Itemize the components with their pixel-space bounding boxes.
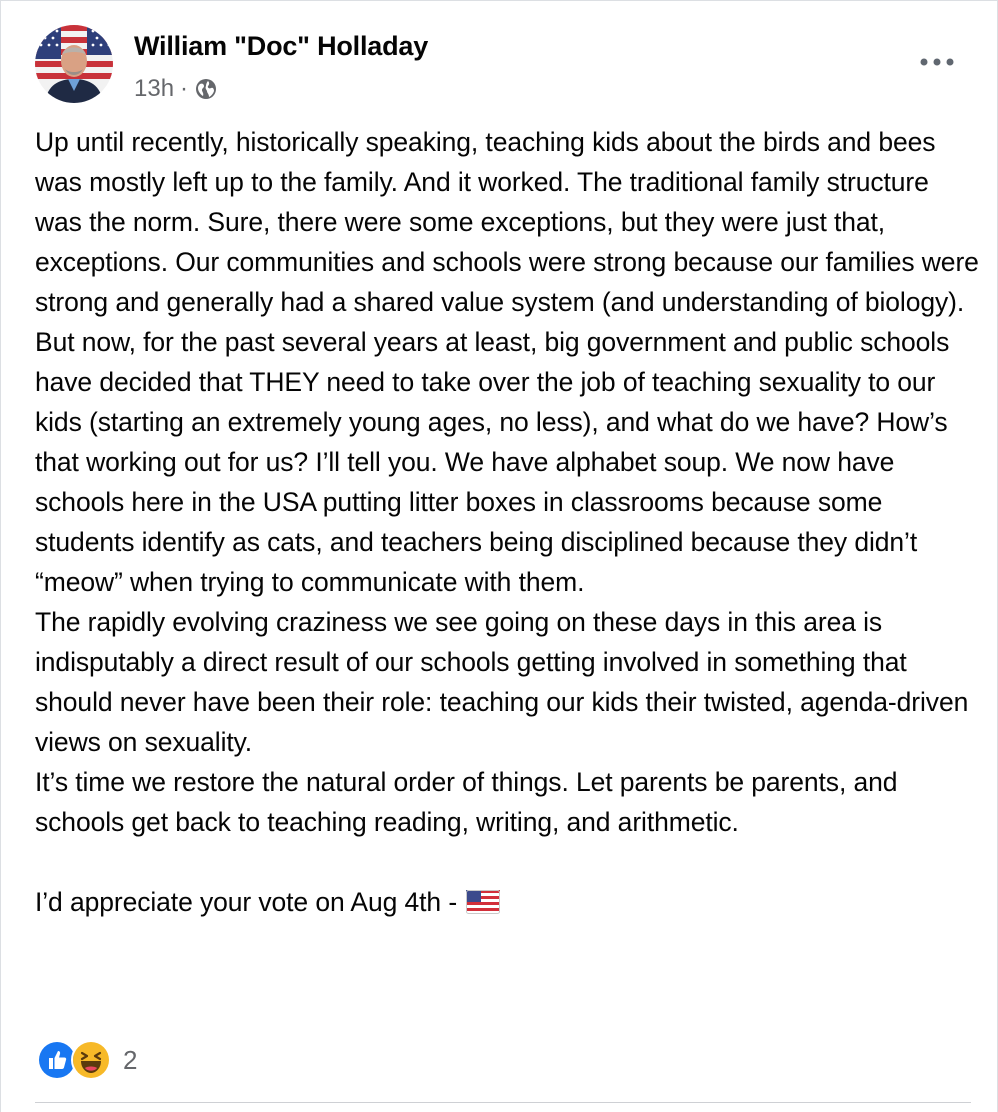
post-header (35, 25, 965, 109)
haha-reaction-icon (71, 1040, 111, 1080)
post-time[interactable]: 13h (134, 75, 175, 102)
post-paragraph: Up until recently, historically speaking, teaching kids about the birds and bees was mostly left up to the family. And it worked. The traditional family structure was the norm. Sure, there were some exceptions, but they were just that, exceptions. Our communities and schools were strong because our families were strong and generally had a shared value system (and understanding of biology). But now, for the past several years at least, big government and public schools have decided that THEY need to take over the job of teaching sexuality to our kids (starting an extremely young ages, no less), and what do we have? How’s that working out for us? I’ll tell you. We have alphabet soup. We now have schools here in the USA putting litter boxes in classrooms because some students identify as cats, and teachers being disciplined because they didn’t “meow” when trying to communicate with them. (35, 127, 979, 597)
more-options-icon[interactable] (917, 47, 957, 77)
reactions-bar[interactable] (37, 1041, 137, 1079)
action-divider (35, 1102, 971, 1103)
meta-separator: · (180, 75, 189, 102)
post-body (35, 122, 980, 925)
globe-icon[interactable] (194, 77, 218, 101)
us-flag-emoji (466, 885, 500, 925)
author-name[interactable]: William "Doc" Holladay (134, 31, 429, 61)
closing-text: I’d appreciate your vote on Aug 4th - (35, 887, 465, 917)
post-meta (134, 75, 218, 103)
post-paragraph: It’s time we restore the natural order of things. Let parents be parents, and schools get back to teaching reading, writing, and arithmetic. (35, 767, 898, 837)
post-closing (35, 882, 980, 925)
reaction-count[interactable]: 2 (123, 1044, 138, 1075)
post-paragraph: The rapidly evolving craziness we see going on these days in this area is indisputably a direct result of our schools getting involved in something that should never have been their role: teaching our kids their twisted, agenda-driven views on sexuality. (35, 607, 969, 757)
author-avatar[interactable] (35, 25, 113, 103)
